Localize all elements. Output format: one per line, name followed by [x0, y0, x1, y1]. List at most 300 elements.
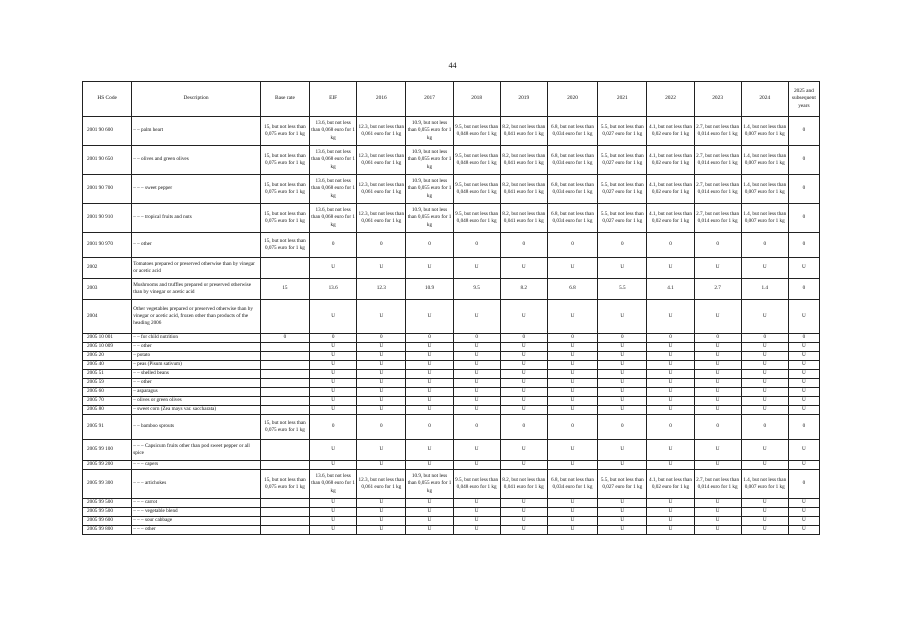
table-row	[83, 397, 820, 406]
rate-cell: U	[694, 379, 741, 388]
rate-cell: 9.5	[453, 279, 500, 300]
rate-cell: 0	[598, 415, 647, 440]
rate-cell: U	[647, 379, 694, 388]
rate-cell: U	[788, 361, 819, 370]
rate-cell: U	[406, 499, 453, 508]
rate-cell: 5.5, but not less than 0,027 euro for 1 kg	[598, 175, 647, 204]
rate-cell: U	[598, 300, 647, 334]
rate-cell: U	[310, 352, 357, 361]
rate-cell: 8.2, but not less than 0,041 euro for 1 kg	[500, 175, 547, 204]
rate-cell: U	[647, 461, 694, 470]
rate-cell: U	[788, 388, 819, 397]
rate-cell: 8.2	[500, 279, 547, 300]
rate-cell: U	[406, 508, 453, 517]
column-header: Description	[132, 82, 261, 117]
rate-cell: 0	[500, 334, 547, 343]
rate-cell: U	[500, 343, 547, 352]
rate-cell: 0	[310, 233, 357, 258]
rate-cell: U	[741, 461, 788, 470]
rate-cell: U	[500, 499, 547, 508]
rate-cell: U	[788, 397, 819, 406]
rate-cell: U	[647, 258, 694, 279]
rate-cell: U	[310, 361, 357, 370]
rate-cell: U	[453, 440, 500, 461]
table-row	[83, 379, 820, 388]
rate-cell: U	[741, 258, 788, 279]
rate-cell: 0	[598, 233, 647, 258]
rate-cell: U	[357, 370, 406, 379]
description-cell: – – – other	[132, 526, 261, 535]
rate-cell: U	[694, 440, 741, 461]
rate-cell: U	[500, 397, 547, 406]
table-row	[83, 258, 820, 279]
description-cell: – – – sweet pepper	[132, 175, 261, 204]
rate-cell: U	[406, 517, 453, 526]
rate-cell: U	[694, 300, 741, 334]
rate-cell	[260, 361, 309, 370]
rate-cell: 0	[406, 334, 453, 343]
table-row	[83, 352, 820, 361]
rate-cell: U	[788, 406, 819, 415]
rate-cell: U	[694, 461, 741, 470]
description-cell: – – bamboo sprouts	[132, 415, 261, 440]
rate-cell: 15, but not less than 0,075 euro for 1 kg	[260, 415, 309, 440]
rate-cell: U	[500, 352, 547, 361]
rate-cell: 0	[741, 233, 788, 258]
hs-code-cell: 2005 80	[83, 406, 132, 415]
column-header: EIF	[310, 82, 357, 117]
column-header: 2016	[357, 82, 406, 117]
description-cell: – potato	[132, 352, 261, 361]
rate-cell: 0	[788, 204, 819, 233]
rate-cell: U	[453, 352, 500, 361]
hs-code-cell: 2005 60	[83, 388, 132, 397]
rate-cell: U	[694, 517, 741, 526]
table-row	[83, 361, 820, 370]
rate-cell: 0	[357, 415, 406, 440]
rate-cell: U	[741, 352, 788, 361]
rate-cell: U	[500, 440, 547, 461]
rate-cell: 5.5, but not less than 0,027 euro for 1 kg	[598, 146, 647, 175]
rate-cell: 4.1	[647, 279, 694, 300]
rate-cell: U	[598, 361, 647, 370]
rate-cell: U	[694, 406, 741, 415]
rate-cell: 6.8, but not less than 0,034 euro for 1 kg	[547, 146, 597, 175]
rate-cell: U	[788, 526, 819, 535]
rate-cell: U	[647, 343, 694, 352]
rate-cell: U	[453, 343, 500, 352]
hs-code-cell: 2005 70	[83, 397, 132, 406]
rate-cell: U	[547, 517, 597, 526]
description-cell: – – – artichokes	[132, 470, 261, 499]
hs-code-cell: 2005 10 001	[83, 334, 132, 343]
rate-cell: U	[741, 361, 788, 370]
rate-cell: 8.2, but not less than 0,041 euro for 1 kg	[500, 146, 547, 175]
rate-cell: 13.6, but not less than 0,068 euro for 1 kg	[310, 204, 357, 233]
rate-cell: U	[406, 388, 453, 397]
rate-cell: U	[357, 343, 406, 352]
rate-cell: 2.7, but not less than 0,014 euro for 1 kg	[694, 175, 741, 204]
description-cell: – olives or green olives	[132, 397, 261, 406]
rate-cell: U	[741, 343, 788, 352]
rate-cell: 0	[788, 279, 819, 300]
hs-code-cell: 2001 90 700	[83, 175, 132, 204]
rate-cell: 0	[547, 233, 597, 258]
rate-cell: U	[788, 499, 819, 508]
rate-cell: U	[788, 370, 819, 379]
rate-cell: U	[406, 343, 453, 352]
rate-cell: 15, but not less than 0,075 euro for 1 kg	[260, 146, 309, 175]
table-row	[83, 175, 820, 204]
rate-cell: U	[547, 526, 597, 535]
rate-cell: U	[500, 406, 547, 415]
tariff-schedule-table	[82, 81, 820, 535]
description-cell: Tomatoes prepared or preserved otherwise than by vinegar or acetic acid	[132, 258, 261, 279]
rate-cell: U	[694, 258, 741, 279]
rate-cell: U	[647, 508, 694, 517]
hs-code-cell: 2004	[83, 300, 132, 334]
rate-cell: 6.8, but not less than 0,034 euro for 1 kg	[547, 470, 597, 499]
hs-code-cell: 2005 99 500	[83, 499, 132, 508]
rate-cell: 0	[500, 415, 547, 440]
column-header: 2019	[500, 82, 547, 117]
rate-cell: 5.5, but not less than 0,027 euro for 1 kg	[598, 204, 647, 233]
rate-cell: U	[598, 379, 647, 388]
hs-code-cell: 2002	[83, 258, 132, 279]
rate-cell: U	[694, 352, 741, 361]
rate-cell: 10.9, but not less than 0,055 euro for 1 kg	[406, 204, 453, 233]
rate-cell: U	[741, 526, 788, 535]
rate-cell: 0	[694, 334, 741, 343]
rate-cell	[260, 397, 309, 406]
rate-cell: 0	[788, 415, 819, 440]
hs-code-cell: 2005 99 800	[83, 526, 132, 535]
rate-cell: U	[453, 388, 500, 397]
rate-cell: U	[310, 379, 357, 388]
rate-cell: 12.3, but not less than 0,061 euro for 1 kg	[357, 117, 406, 146]
rate-cell: U	[598, 526, 647, 535]
description-cell: – – – capers	[132, 461, 261, 470]
rate-cell: U	[647, 397, 694, 406]
rate-cell: U	[547, 370, 597, 379]
rate-cell: 2.7	[694, 279, 741, 300]
rate-cell: U	[598, 397, 647, 406]
rate-cell: 0	[547, 415, 597, 440]
rate-cell: U	[453, 508, 500, 517]
rate-cell: 4.1, but not less than 0,02 euro for 1 kg	[647, 204, 694, 233]
rate-cell: U	[741, 499, 788, 508]
rate-cell: U	[500, 361, 547, 370]
description-cell: – – – Capsicum fruits other than pod sweet pepper or all spice	[132, 440, 261, 461]
description-cell: Mushrooms and truffles prepared or preserved otherwise than by vinegar or acetic acid	[132, 279, 261, 300]
rate-cell: U	[694, 397, 741, 406]
rate-cell: U	[788, 461, 819, 470]
rate-cell: 1.4, but not less than 0,007 euro for 1 kg	[741, 470, 788, 499]
rate-cell: 12.3, but not less than 0,061 euro for 1 kg	[357, 470, 406, 499]
rate-cell: U	[406, 440, 453, 461]
rate-cell: 0	[788, 146, 819, 175]
hs-code-cell: 2005 99 600	[83, 517, 132, 526]
rate-cell: U	[453, 517, 500, 526]
rate-cell: U	[406, 461, 453, 470]
rate-cell	[260, 526, 309, 535]
rate-cell: U	[741, 508, 788, 517]
rate-cell: U	[357, 388, 406, 397]
hs-code-cell: 2003	[83, 279, 132, 300]
rate-cell	[260, 352, 309, 361]
rate-cell: U	[357, 352, 406, 361]
rate-cell: U	[500, 508, 547, 517]
rate-cell: U	[547, 258, 597, 279]
rate-cell: U	[453, 258, 500, 279]
rate-cell: U	[547, 343, 597, 352]
rate-cell: 6.8	[547, 279, 597, 300]
rate-cell: U	[788, 343, 819, 352]
description-cell: – – palm heart	[132, 117, 261, 146]
rate-cell: U	[598, 370, 647, 379]
hs-code-cell: 2005 59	[83, 379, 132, 388]
rate-cell: 4.1, but not less than 0,02 euro for 1 kg	[647, 146, 694, 175]
rate-cell: U	[357, 526, 406, 535]
rate-cell: U	[357, 508, 406, 517]
rate-cell: 0	[310, 415, 357, 440]
table-body	[83, 117, 820, 535]
rate-cell: 2.7, but not less than 0,014 euro for 1 kg	[694, 146, 741, 175]
rate-cell: 15, but not less than 0,075 euro for 1 kg	[260, 470, 309, 499]
rate-cell: 10.9	[406, 279, 453, 300]
column-header: 2022	[647, 82, 694, 117]
rate-cell: U	[694, 526, 741, 535]
column-header: 2023	[694, 82, 741, 117]
table-row	[83, 279, 820, 300]
description-cell: – – other	[132, 379, 261, 388]
rate-cell	[260, 370, 309, 379]
rate-cell: U	[741, 397, 788, 406]
rate-cell: U	[694, 508, 741, 517]
rate-cell: U	[647, 300, 694, 334]
rate-cell: 5.5	[598, 279, 647, 300]
rate-cell: U	[310, 440, 357, 461]
rate-cell: 6.8, but not less than 0,034 euro for 1 kg	[547, 204, 597, 233]
rate-cell: 0	[406, 415, 453, 440]
hs-code-cell: 2005 91	[83, 415, 132, 440]
table-row	[83, 370, 820, 379]
rate-cell: U	[406, 526, 453, 535]
rate-cell: U	[694, 361, 741, 370]
hs-code-cell: 2005 51	[83, 370, 132, 379]
table-row	[83, 204, 820, 233]
hs-code-cell: 2005 20	[83, 352, 132, 361]
rate-cell: U	[453, 370, 500, 379]
rate-cell: U	[598, 406, 647, 415]
rate-cell: U	[598, 440, 647, 461]
rate-cell: 1.4, but not less than 0,007 euro for 1 kg	[741, 146, 788, 175]
rate-cell: 0	[357, 233, 406, 258]
rate-cell: U	[453, 397, 500, 406]
rate-cell: U	[598, 508, 647, 517]
rate-cell: 4.1, but not less than 0,02 euro for 1 kg	[647, 470, 694, 499]
rate-cell: 0	[500, 233, 547, 258]
description-cell: – – – carrot	[132, 499, 261, 508]
rate-cell: U	[598, 517, 647, 526]
rate-cell: U	[741, 300, 788, 334]
rate-cell	[260, 388, 309, 397]
table-row	[83, 470, 820, 499]
rate-cell: U	[547, 300, 597, 334]
table-row	[83, 146, 820, 175]
rate-cell: 1.4, but not less than 0,007 euro for 1 kg	[741, 204, 788, 233]
rate-cell: U	[598, 352, 647, 361]
rate-cell	[260, 379, 309, 388]
rate-cell: U	[406, 397, 453, 406]
rate-cell: U	[357, 406, 406, 415]
rate-cell: U	[500, 379, 547, 388]
rate-cell: U	[647, 499, 694, 508]
rate-cell: U	[788, 352, 819, 361]
rate-cell: 0	[647, 415, 694, 440]
rate-cell	[260, 440, 309, 461]
rate-cell: 15, but not less than 0,075 euro for 1 kg	[260, 175, 309, 204]
rate-cell: U	[357, 300, 406, 334]
rate-cell	[260, 499, 309, 508]
rate-cell: U	[310, 526, 357, 535]
hs-code-cell: 2005 40	[83, 361, 132, 370]
rate-cell: U	[547, 361, 597, 370]
rate-cell: 0	[694, 233, 741, 258]
rate-cell: U	[310, 258, 357, 279]
rate-cell: U	[598, 499, 647, 508]
rate-cell: U	[357, 379, 406, 388]
rate-cell: U	[310, 508, 357, 517]
rate-cell: 12.3, but not less than 0,061 euro for 1 kg	[357, 146, 406, 175]
rate-cell: U	[647, 370, 694, 379]
rate-cell: U	[547, 461, 597, 470]
rate-cell: 15	[260, 279, 309, 300]
table-row	[83, 406, 820, 415]
hs-code-cell: 2005 99 100	[83, 440, 132, 461]
rate-cell: 10.9, but not less than 0,055 euro for 1 kg	[406, 175, 453, 204]
rate-cell: 0	[406, 233, 453, 258]
rate-cell: U	[406, 300, 453, 334]
rate-cell: U	[741, 440, 788, 461]
table-row	[83, 334, 820, 343]
rate-cell: U	[647, 526, 694, 535]
rate-cell: U	[547, 352, 597, 361]
table-row	[83, 461, 820, 470]
rate-cell: 1.4, but not less than 0,007 euro for 1 kg	[741, 175, 788, 204]
rate-cell: 5.5, but not less than 0,027 euro for 1 kg	[598, 470, 647, 499]
rate-cell: 10.9, but not less than 0,055 euro for 1 kg	[406, 470, 453, 499]
rate-cell: U	[788, 440, 819, 461]
rate-cell: U	[310, 300, 357, 334]
table-row	[83, 517, 820, 526]
rate-cell: 5.5, but not less than 0,027 euro for 1 kg	[598, 117, 647, 146]
description-cell: – – other	[132, 343, 261, 352]
rate-cell: U	[310, 397, 357, 406]
rate-cell: U	[694, 499, 741, 508]
hs-code-cell: 2005 99 500	[83, 508, 132, 517]
rate-cell: 2.7, but not less than 0,014 euro for 1 kg	[694, 470, 741, 499]
rate-cell: U	[741, 370, 788, 379]
rate-cell: 1.4	[741, 279, 788, 300]
rate-cell: U	[310, 461, 357, 470]
rate-cell: U	[406, 352, 453, 361]
rate-cell: U	[453, 406, 500, 415]
column-header: 2024	[741, 82, 788, 117]
rate-cell: U	[647, 361, 694, 370]
rate-cell: U	[694, 370, 741, 379]
column-header: 2017	[406, 82, 453, 117]
rate-cell: U	[406, 370, 453, 379]
rate-cell: 0	[310, 334, 357, 343]
hs-code-cell: 2005 99 200	[83, 461, 132, 470]
description-cell: – asparagus	[132, 388, 261, 397]
rate-cell: 0	[453, 233, 500, 258]
table-row	[83, 508, 820, 517]
rate-cell: 2.7, but not less than 0,014 euro for 1 kg	[694, 117, 741, 146]
rate-cell: 9.5, but not less than 0,048 euro for 1 kg	[453, 146, 500, 175]
rate-cell: U	[406, 361, 453, 370]
table-row	[83, 526, 820, 535]
column-header: HS Code	[83, 82, 132, 117]
rate-cell: U	[598, 461, 647, 470]
rate-cell: 6.8, but not less than 0,034 euro for 1 kg	[547, 175, 597, 204]
rate-cell: 9.5, but not less than 0,048 euro for 1 kg	[453, 117, 500, 146]
rate-cell: U	[310, 388, 357, 397]
rate-cell: U	[357, 397, 406, 406]
rate-cell: U	[547, 508, 597, 517]
rate-cell: U	[647, 440, 694, 461]
rate-cell: 10.9, but not less than 0,055 euro for 1 kg	[406, 117, 453, 146]
table-row	[83, 233, 820, 258]
rate-cell: U	[788, 300, 819, 334]
rate-cell: U	[741, 406, 788, 415]
rate-cell: 0	[741, 415, 788, 440]
rate-cell: 6.8, but not less than 0,034 euro for 1 kg	[547, 117, 597, 146]
rate-cell: U	[547, 388, 597, 397]
description-cell: – – – tropical fruits and nuts	[132, 204, 261, 233]
rate-cell: U	[357, 258, 406, 279]
rate-cell: U	[547, 499, 597, 508]
rate-cell: U	[310, 343, 357, 352]
rate-cell: 12.3, but not less than 0,061 euro for 1 kg	[357, 204, 406, 233]
description-cell: – sweet corn (Zea mays var. saccharata)	[132, 406, 261, 415]
rate-cell: U	[357, 440, 406, 461]
rate-cell: 15, but not less than 0,075 euro for 1 kg	[260, 233, 309, 258]
rate-cell: 12.3, but not less than 0,061 euro for 1 kg	[357, 175, 406, 204]
table-row	[83, 415, 820, 440]
rate-cell: 8.2, but not less than 0,041 euro for 1 kg	[500, 470, 547, 499]
rate-cell: 0	[598, 334, 647, 343]
rate-cell: U	[500, 258, 547, 279]
rate-cell: U	[310, 499, 357, 508]
rate-cell: 0	[453, 415, 500, 440]
rate-cell: U	[788, 379, 819, 388]
rate-cell: U	[500, 388, 547, 397]
rate-cell: U	[647, 388, 694, 397]
rate-cell: 9.5, but not less than 0,048 euro for 1 kg	[453, 470, 500, 499]
rate-cell: U	[547, 406, 597, 415]
rate-cell: U	[647, 517, 694, 526]
table-row	[83, 440, 820, 461]
rate-cell: U	[406, 258, 453, 279]
rate-cell	[260, 508, 309, 517]
rate-cell: 8.2, but not less than 0,041 euro for 1 kg	[500, 204, 547, 233]
rate-cell: 1.4, but not less than 0,007 euro for 1 kg	[741, 117, 788, 146]
rate-cell: 13.6, but not less than 0,068 euro for 1 kg	[310, 175, 357, 204]
rate-cell: 13.6, but not less than 0,068 euro for 1 kg	[310, 117, 357, 146]
rate-cell	[260, 517, 309, 526]
